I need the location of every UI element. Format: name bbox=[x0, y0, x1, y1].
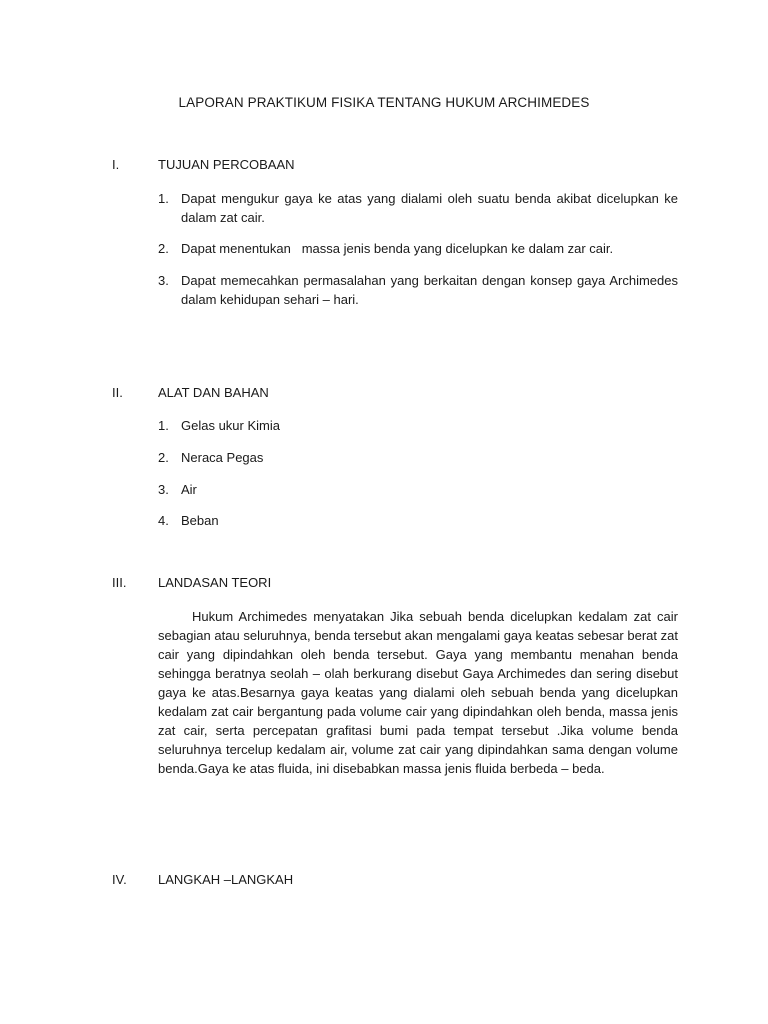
list-item bbox=[158, 448, 678, 467]
list-text: Dapat mengukur gaya ke atas yang dialami oleh suatu benda akibat dicelupkan ke dalam zat cair. bbox=[181, 191, 678, 225]
list-number: 3. bbox=[158, 273, 169, 288]
list-text: Beban bbox=[181, 513, 219, 528]
list-item bbox=[158, 511, 678, 530]
section-number-3: III. bbox=[112, 575, 127, 590]
list-item bbox=[158, 239, 678, 258]
list-item bbox=[158, 480, 678, 499]
list-number: 1. bbox=[158, 191, 169, 206]
list-item bbox=[158, 189, 678, 227]
list-text: Gelas ukur Kimia bbox=[181, 418, 280, 433]
list-text: Dapat memecahkan permasalahan yang berkaitan dengan konsep gaya Archimedes dalam kehidupan sehari – hari. bbox=[181, 273, 678, 307]
document-title: LAPORAN PRAKTIKUM FISIKA TENTANG HUKUM ARCHIMEDES bbox=[178, 95, 590, 110]
section-title-landasan-teori: LANDASAN TEORI bbox=[158, 575, 272, 590]
theory-paragraph: Hukum Archimedes menyatakan Jika sebuah benda dicelupkan kedalam zat cair sebagian atau seluruhnya, benda tersebut akan mengalami gaya keatas sebesar berat zat cair yang dipindahkan oleh benda tersebut. Gaya yang membantu menahan benda sehingga beratnya seolah – olah berkurang disebut Gaya Archimedes dan sering disebut gaya ke atas.Besarnya gaya keatas yang dialami oleh sebuah benda yang dicelupkan kedalam zat cair bergantung pada volume cair yang dipindahkan oleh benda, massa jenis zat cair, serta percepatan grafitasi bumi pada tempat tersebut .Jika volume benda seluruhnya tercelup kedalam air, volume zat cair yang dipindahkan sama dengan volume benda.Gaya ke atas fluida, ini disebabkan massa jenis fluida berbeda – beda. bbox=[158, 609, 678, 776]
list-number: 4. bbox=[158, 513, 169, 528]
list-item bbox=[158, 271, 678, 309]
section-number-2: II. bbox=[112, 385, 123, 400]
list-number: 1. bbox=[158, 418, 169, 433]
list-number: 2. bbox=[158, 450, 169, 465]
list-text: Air bbox=[181, 482, 197, 497]
section-title-langkah-langkah: LANGKAH –LANGKAH bbox=[158, 872, 294, 887]
list-number: 2. bbox=[158, 241, 169, 256]
section-title-tujuan: TUJUAN PERCOBAAN bbox=[158, 157, 295, 172]
list-text: Dapat menentukan massa jenis benda yang dicelupkan ke dalam zar cair. bbox=[181, 241, 614, 256]
section-number-4: IV. bbox=[112, 872, 127, 887]
list-number: 3. bbox=[158, 482, 169, 497]
section-title-alat-dan-bahan: ALAT DAN BAHAN bbox=[158, 385, 269, 400]
list-item bbox=[158, 416, 678, 435]
section-number-1: I. bbox=[112, 157, 120, 172]
list-text: Neraca Pegas bbox=[181, 450, 264, 465]
